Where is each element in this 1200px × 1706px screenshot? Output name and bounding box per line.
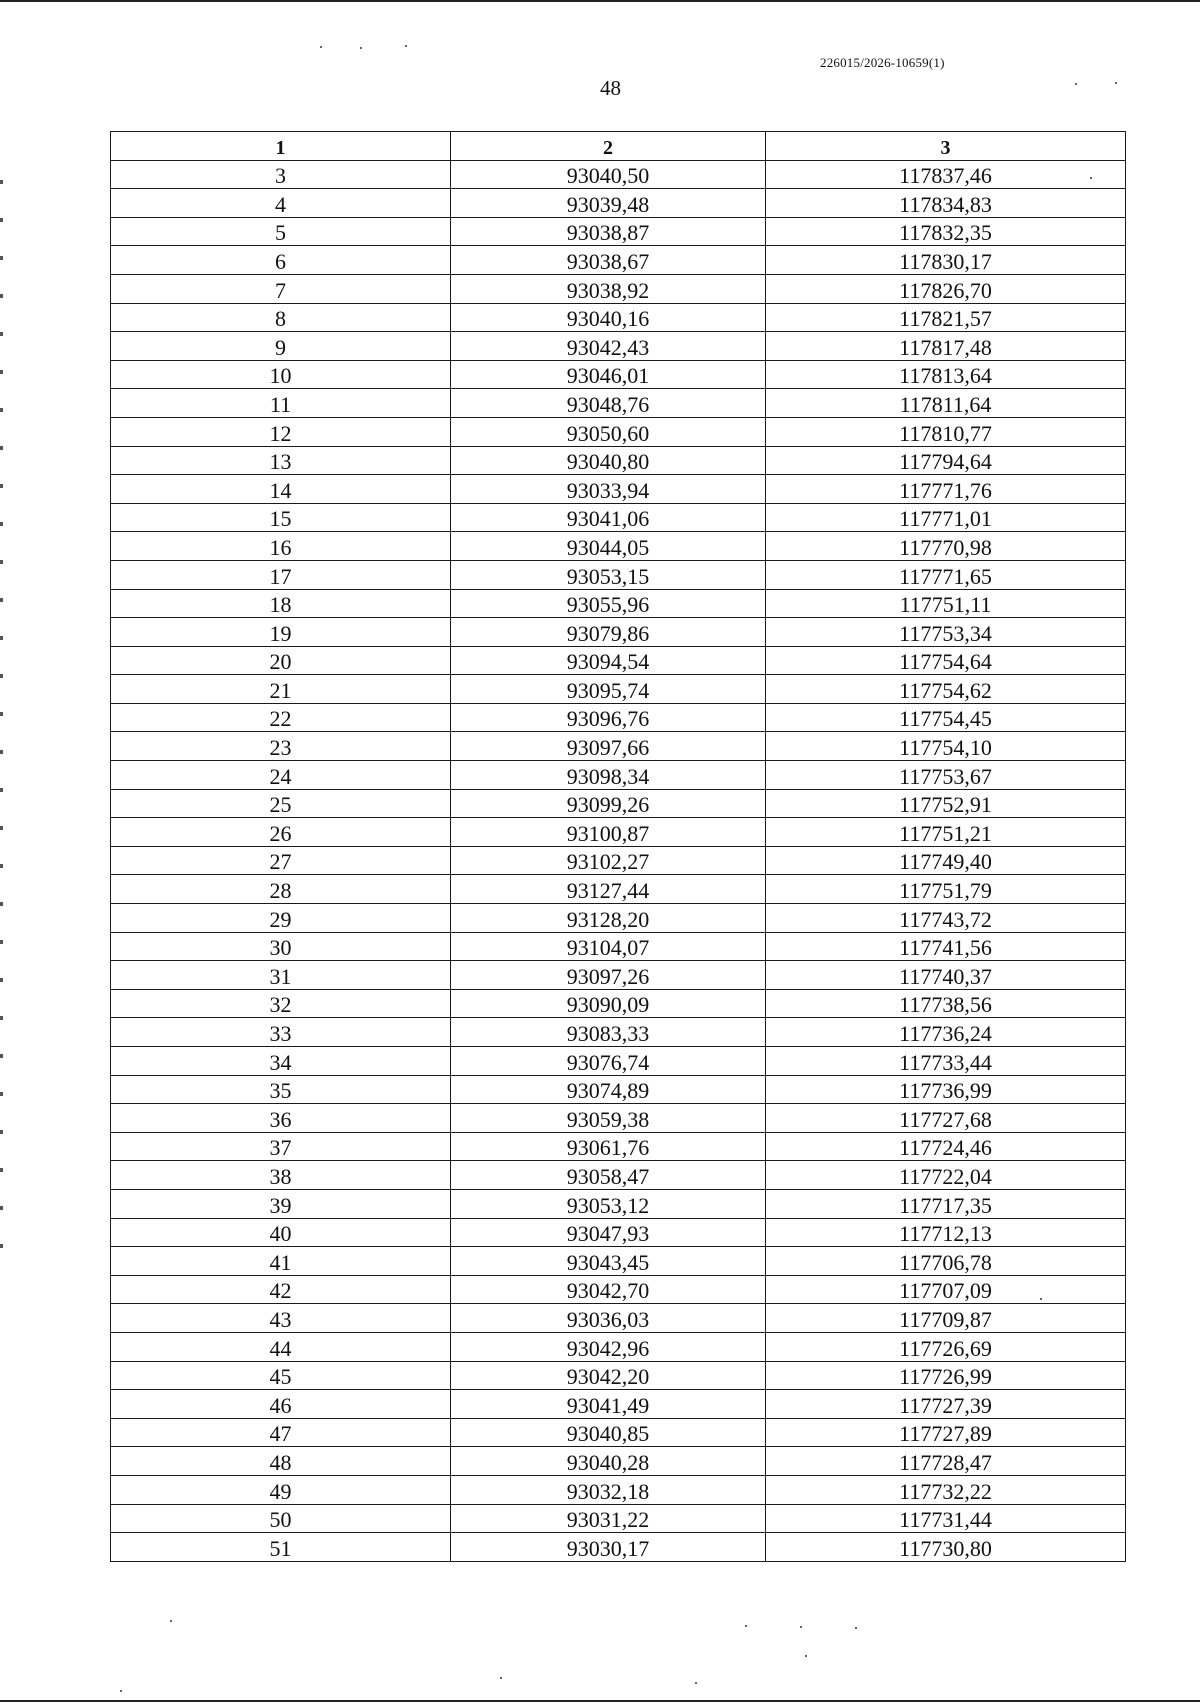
point-number-cell: 20	[111, 646, 451, 675]
y-coordinate-cell: 117722,04	[766, 1161, 1126, 1190]
y-coordinate-cell: 117753,67	[766, 761, 1126, 790]
table-row	[111, 560, 1126, 589]
x-coordinate-cell: 93036,03	[451, 1304, 766, 1333]
table-row	[111, 761, 1126, 790]
x-coordinate-cell: 93090,09	[451, 989, 766, 1018]
y-coordinate-cell: 117794,64	[766, 446, 1126, 475]
point-number-cell: 10	[111, 360, 451, 389]
y-coordinate-cell: 117753,34	[766, 618, 1126, 647]
point-number-cell: 41	[111, 1247, 451, 1276]
scan-speck	[1040, 1298, 1042, 1300]
x-coordinate-cell: 93095,74	[451, 675, 766, 704]
table-row	[111, 1018, 1126, 1047]
point-number-cell: 8	[111, 303, 451, 332]
point-number-cell: 28	[111, 875, 451, 904]
point-number-cell: 12	[111, 417, 451, 446]
point-number-cell: 45	[111, 1361, 451, 1390]
y-coordinate-cell: 117730,80	[766, 1533, 1126, 1562]
table-row	[111, 1390, 1126, 1419]
page-number: 48	[600, 76, 621, 100]
x-coordinate-cell: 93083,33	[451, 1018, 766, 1047]
y-coordinate-cell: 117741,56	[766, 932, 1126, 961]
bottom-scan-border	[0, 1700, 1200, 1702]
x-coordinate-cell: 93042,20	[451, 1361, 766, 1390]
table-body	[111, 160, 1126, 1561]
x-coordinate-cell: 93099,26	[451, 789, 766, 818]
y-coordinate-cell: 117709,87	[766, 1304, 1126, 1333]
x-coordinate-cell: 93100,87	[451, 818, 766, 847]
point-number-cell: 17	[111, 560, 451, 589]
y-coordinate-cell: 117724,46	[766, 1132, 1126, 1161]
y-coordinate-cell: 117817,48	[766, 332, 1126, 361]
table-row	[111, 1332, 1126, 1361]
y-coordinate-cell: 117726,69	[766, 1332, 1126, 1361]
point-number-cell: 29	[111, 904, 451, 933]
point-number-cell: 36	[111, 1104, 451, 1133]
y-coordinate-cell: 117727,89	[766, 1418, 1126, 1447]
y-coordinate-cell: 117751,21	[766, 818, 1126, 847]
scan-speck	[170, 1620, 172, 1622]
table-row	[111, 217, 1126, 246]
point-number-cell: 4	[111, 189, 451, 218]
x-coordinate-cell: 93042,43	[451, 332, 766, 361]
table-row	[111, 475, 1126, 504]
point-number-cell: 49	[111, 1475, 451, 1504]
scan-speck	[805, 1655, 807, 1657]
point-number-cell: 14	[111, 475, 451, 504]
point-number-cell: 21	[111, 675, 451, 704]
x-coordinate-cell: 93050,60	[451, 417, 766, 446]
table-row	[111, 904, 1126, 933]
table-row	[111, 703, 1126, 732]
table-row	[111, 332, 1126, 361]
y-coordinate-cell: 117837,46	[766, 160, 1126, 189]
y-coordinate-cell: 117749,40	[766, 846, 1126, 875]
point-number-cell: 5	[111, 217, 451, 246]
y-coordinate-cell: 117832,35	[766, 217, 1126, 246]
point-number-cell: 44	[111, 1332, 451, 1361]
y-coordinate-cell: 117727,39	[766, 1390, 1126, 1419]
scan-speck	[360, 47, 362, 49]
table-row	[111, 360, 1126, 389]
point-number-cell: 42	[111, 1275, 451, 1304]
coordinates-table	[110, 131, 1126, 1562]
y-coordinate-cell: 117830,17	[766, 246, 1126, 275]
y-coordinate-cell: 117770,98	[766, 532, 1126, 561]
table-row	[111, 1132, 1126, 1161]
x-coordinate-cell: 93128,20	[451, 904, 766, 933]
point-number-cell: 27	[111, 846, 451, 875]
table-header-row	[111, 132, 1126, 161]
y-coordinate-cell: 117754,62	[766, 675, 1126, 704]
x-coordinate-cell: 93047,93	[451, 1218, 766, 1247]
left-margin-marks	[0, 180, 3, 1250]
point-number-cell: 6	[111, 246, 451, 275]
x-coordinate-cell: 93041,49	[451, 1390, 766, 1419]
point-number-cell: 50	[111, 1504, 451, 1533]
x-coordinate-cell: 93040,28	[451, 1447, 766, 1476]
table-row	[111, 961, 1126, 990]
point-number-cell: 18	[111, 589, 451, 618]
x-coordinate-cell: 93043,45	[451, 1247, 766, 1276]
x-coordinate-cell: 93094,54	[451, 646, 766, 675]
scan-speck	[695, 1682, 697, 1684]
scan-speck	[1115, 82, 1117, 84]
x-coordinate-cell: 93038,92	[451, 274, 766, 303]
table-row	[111, 1247, 1126, 1276]
y-coordinate-cell: 117751,11	[766, 589, 1126, 618]
top-scan-border	[0, 0, 1200, 2]
y-coordinate-cell: 117743,72	[766, 904, 1126, 933]
y-coordinate-cell: 117706,78	[766, 1247, 1126, 1276]
x-coordinate-cell: 93097,66	[451, 732, 766, 761]
table-row	[111, 1504, 1126, 1533]
x-coordinate-cell: 93127,44	[451, 875, 766, 904]
y-coordinate-cell: 117821,57	[766, 303, 1126, 332]
x-coordinate-cell: 93031,22	[451, 1504, 766, 1533]
y-coordinate-cell: 117738,56	[766, 989, 1126, 1018]
x-coordinate-cell: 93038,87	[451, 217, 766, 246]
x-coordinate-cell: 93053,15	[451, 560, 766, 589]
point-number-cell: 38	[111, 1161, 451, 1190]
x-coordinate-cell: 93098,34	[451, 761, 766, 790]
point-number-cell: 51	[111, 1533, 451, 1562]
point-number-cell: 30	[111, 932, 451, 961]
point-number-cell: 48	[111, 1447, 451, 1476]
point-number-cell: 9	[111, 332, 451, 361]
x-coordinate-cell: 93061,76	[451, 1132, 766, 1161]
table-row	[111, 1104, 1126, 1133]
y-coordinate-cell: 117754,10	[766, 732, 1126, 761]
table-row	[111, 1047, 1126, 1076]
scan-speck	[745, 1625, 747, 1627]
point-number-cell: 37	[111, 1132, 451, 1161]
scan-speck	[855, 1627, 857, 1629]
table-row	[111, 1189, 1126, 1218]
point-number-cell: 39	[111, 1189, 451, 1218]
point-number-cell: 16	[111, 532, 451, 561]
x-coordinate-cell: 93104,07	[451, 932, 766, 961]
table-row	[111, 503, 1126, 532]
x-coordinate-cell: 93055,96	[451, 589, 766, 618]
y-coordinate-cell: 117771,65	[766, 560, 1126, 589]
table-row	[111, 989, 1126, 1018]
x-coordinate-cell: 93042,70	[451, 1275, 766, 1304]
y-coordinate-cell: 117754,45	[766, 703, 1126, 732]
y-coordinate-cell: 117754,64	[766, 646, 1126, 675]
point-number-cell: 11	[111, 389, 451, 418]
x-coordinate-cell: 93074,89	[451, 1075, 766, 1104]
x-coordinate-cell: 93096,76	[451, 703, 766, 732]
table-row	[111, 875, 1126, 904]
y-coordinate-cell: 117717,35	[766, 1189, 1126, 1218]
point-number-cell: 3	[111, 160, 451, 189]
point-number-cell: 26	[111, 818, 451, 847]
table-row	[111, 818, 1126, 847]
table-row	[111, 1275, 1126, 1304]
point-number-cell: 32	[111, 989, 451, 1018]
x-coordinate-cell: 93097,26	[451, 961, 766, 990]
y-coordinate-cell: 117771,76	[766, 475, 1126, 504]
point-number-cell: 40	[111, 1218, 451, 1247]
y-coordinate-cell: 117733,44	[766, 1047, 1126, 1076]
x-coordinate-cell: 93040,80	[451, 446, 766, 475]
x-coordinate-cell: 93032,18	[451, 1475, 766, 1504]
x-coordinate-cell: 93040,16	[451, 303, 766, 332]
x-coordinate-cell: 93046,01	[451, 360, 766, 389]
table-row	[111, 246, 1126, 275]
x-coordinate-cell: 93076,74	[451, 1047, 766, 1076]
table-row	[111, 1218, 1126, 1247]
y-coordinate-cell: 117740,37	[766, 961, 1126, 990]
point-number-cell: 25	[111, 789, 451, 818]
x-coordinate-cell: 93079,86	[451, 618, 766, 647]
table-row	[111, 589, 1126, 618]
scan-speck	[800, 1626, 802, 1628]
y-coordinate-cell: 117751,79	[766, 875, 1126, 904]
point-number-cell: 7	[111, 274, 451, 303]
table-row	[111, 1475, 1126, 1504]
y-coordinate-cell: 117826,70	[766, 274, 1126, 303]
table-row	[111, 446, 1126, 475]
point-number-cell: 13	[111, 446, 451, 475]
scan-speck	[120, 1690, 122, 1692]
column-header: 2	[451, 132, 766, 161]
x-coordinate-cell: 93030,17	[451, 1533, 766, 1562]
point-number-cell: 33	[111, 1018, 451, 1047]
table-row	[111, 646, 1126, 675]
table-row	[111, 532, 1126, 561]
document-reference: 226015/2026-10659(1)	[820, 55, 945, 70]
table-row	[111, 618, 1126, 647]
point-number-cell: 19	[111, 618, 451, 647]
point-number-cell: 47	[111, 1418, 451, 1447]
point-number-cell: 43	[111, 1304, 451, 1333]
y-coordinate-cell: 117834,83	[766, 189, 1126, 218]
table-row	[111, 1304, 1126, 1333]
y-coordinate-cell: 117810,77	[766, 417, 1126, 446]
x-coordinate-cell: 93058,47	[451, 1161, 766, 1190]
column-header: 1	[111, 132, 451, 161]
x-coordinate-cell: 93042,96	[451, 1332, 766, 1361]
x-coordinate-cell: 93039,48	[451, 189, 766, 218]
y-coordinate-cell: 117732,22	[766, 1475, 1126, 1504]
scan-speck	[320, 46, 322, 48]
table-row	[111, 1161, 1126, 1190]
x-coordinate-cell: 93033,94	[451, 475, 766, 504]
point-number-cell: 35	[111, 1075, 451, 1104]
column-header: 3	[766, 132, 1126, 161]
y-coordinate-cell: 117731,44	[766, 1504, 1126, 1533]
x-coordinate-cell: 93059,38	[451, 1104, 766, 1133]
table-row	[111, 389, 1126, 418]
point-number-cell: 24	[111, 761, 451, 790]
table-row	[111, 1361, 1126, 1390]
table-row	[111, 1075, 1126, 1104]
point-number-cell: 34	[111, 1047, 451, 1076]
x-coordinate-cell: 93038,67	[451, 246, 766, 275]
point-number-cell: 22	[111, 703, 451, 732]
y-coordinate-cell: 117736,24	[766, 1018, 1126, 1047]
y-coordinate-cell: 117736,99	[766, 1075, 1126, 1104]
x-coordinate-cell: 93040,85	[451, 1418, 766, 1447]
table-row	[111, 160, 1126, 189]
y-coordinate-cell: 117712,13	[766, 1218, 1126, 1247]
point-number-cell: 15	[111, 503, 451, 532]
y-coordinate-cell: 117707,09	[766, 1275, 1126, 1304]
table-row	[111, 675, 1126, 704]
x-coordinate-cell: 93102,27	[451, 846, 766, 875]
x-coordinate-cell: 93053,12	[451, 1189, 766, 1218]
table-row	[111, 846, 1126, 875]
x-coordinate-cell: 93040,50	[451, 160, 766, 189]
table-row	[111, 274, 1126, 303]
point-number-cell: 46	[111, 1390, 451, 1419]
y-coordinate-cell: 117813,64	[766, 360, 1126, 389]
table-row	[111, 189, 1126, 218]
point-number-cell: 23	[111, 732, 451, 761]
x-coordinate-cell: 93044,05	[451, 532, 766, 561]
scan-speck	[405, 45, 407, 47]
table-row	[111, 789, 1126, 818]
x-coordinate-cell: 93048,76	[451, 389, 766, 418]
table-row	[111, 1418, 1126, 1447]
table-row	[111, 732, 1126, 761]
y-coordinate-cell: 117811,64	[766, 389, 1126, 418]
y-coordinate-cell: 117771,01	[766, 503, 1126, 532]
x-coordinate-cell: 93041,06	[451, 503, 766, 532]
scan-speck	[500, 1677, 502, 1679]
table-row	[111, 303, 1126, 332]
scan-speck	[1075, 83, 1077, 85]
y-coordinate-cell: 117752,91	[766, 789, 1126, 818]
y-coordinate-cell: 117728,47	[766, 1447, 1126, 1476]
table-row	[111, 417, 1126, 446]
y-coordinate-cell: 117727,68	[766, 1104, 1126, 1133]
table-row	[111, 932, 1126, 961]
table-row	[111, 1447, 1126, 1476]
scan-speck	[1090, 177, 1092, 179]
table-row	[111, 1533, 1126, 1562]
y-coordinate-cell: 117726,99	[766, 1361, 1126, 1390]
point-number-cell: 31	[111, 961, 451, 990]
